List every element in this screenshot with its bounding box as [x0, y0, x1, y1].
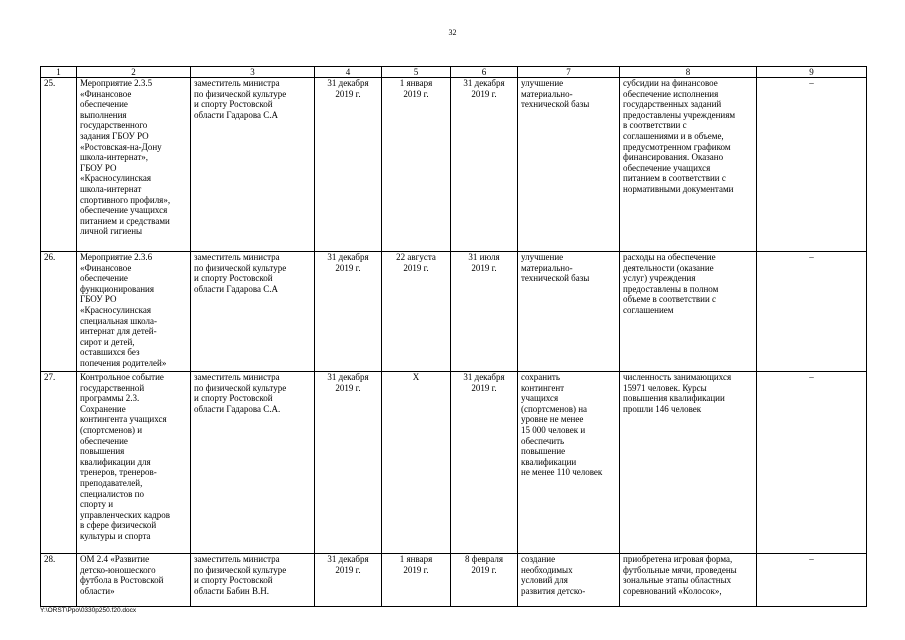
- row-number: 27.: [41, 372, 77, 554]
- actual-end-date: 31 июля 2019 г.: [451, 252, 518, 372]
- actual-end-date: 8 февраля 2019 г.: [451, 554, 518, 607]
- document-file-path: Y:\ORST\Ppo\0330p250.f20.docx: [40, 607, 137, 614]
- column-number: 6: [451, 67, 518, 78]
- column-numbers-row: [41, 67, 867, 78]
- event-name: Мероприятие 2.3.6 «Финансовое обеспечение функционирования ГБОУ РО «Красносулинская специальная школа- интернат для детей- сирот и детей, оставшихся без попечения родителей»: [77, 252, 191, 372]
- event-name: Мероприятие 2.3.5 «Финансовое обеспечение выполнения государственного задания ГБОУ РО «Ростовская-на-Дону школа-интернат», ГБОУ РО «Красносулинская школа-интернат спортивного профиля», обеспечение учащихся питанием и средствами личной гигиены: [77, 78, 191, 252]
- responsible-person: заместитель министра по физической культуре и спорту Ростовской области Бабин В.Н.: [191, 554, 315, 607]
- planned-result: улучшение материально- технической базы: [518, 252, 620, 372]
- column-number: 3: [191, 67, 315, 78]
- actual-end-date: 31 декабря 2019 г.: [451, 78, 518, 252]
- actual-start-date: Х: [382, 372, 451, 554]
- deviation-reasons: –: [757, 78, 867, 252]
- actual-result: субсидии на финансовое обеспечение исполнения государственных заданий предоставлены учреждениям в соответствии с соглашениями и в объеме, предусмотренном графиком финансирования. Оказано обеспечение учащихся питанием в соответствии с нормативными документами: [620, 78, 757, 252]
- column-number: 8: [620, 67, 757, 78]
- column-number: 9: [757, 67, 867, 78]
- planned-result: улучшение материально- технической базы: [518, 78, 620, 252]
- page-number: 32: [448, 28, 457, 37]
- deviation-reasons: –: [757, 252, 867, 372]
- column-number: 5: [382, 67, 451, 78]
- actual-end-date: 31 декабря 2019 г.: [451, 372, 518, 554]
- planned-result: сохранить контингент учащихся (спортсменов) на уровне не менее 15 000 человек и обеспечить повышение квалификации не менее 110 человек: [518, 372, 620, 554]
- planned-end-date: 31 декабря 2019 г.: [315, 372, 382, 554]
- deviation-reasons: –: [757, 554, 867, 607]
- actual-result: расходы на обеспечение деятельности (оказание услуг) учреждения предоставлены в полном объеме в соответствии с соглашением: [620, 252, 757, 372]
- row-number: 28.: [41, 554, 77, 607]
- actual-start-date: 1 января 2019 г.: [382, 554, 451, 607]
- event-name: ОМ 2.4 «Развитие детско-юношеского футбола в Ростовской области»: [77, 554, 191, 607]
- responsible-person: заместитель министра по физической культуре и спорту Ростовской области Гадарова С.А: [191, 78, 315, 252]
- responsible-person: заместитель министра по физической культуре и спорту Ростовской области Гадарова С.А: [191, 252, 315, 372]
- responsible-person: заместитель министра по физической культуре и спорту Ростовской области Гадарова С.А.: [191, 372, 315, 554]
- planned-end-date: 31 декабря 2019 г.: [315, 554, 382, 607]
- actual-start-date: 1 января 2019 г.: [382, 78, 451, 252]
- report-table: [40, 66, 867, 607]
- event-name: Контрольное событие государственной программы 2.3. Сохранение контингента учащихся (спортсменов) и обеспечение повышения квалификации для тренеров, тренеров- преподавателей, специалистов по спорту и управленческих кадров в сфере физической культуры и спорта: [77, 372, 191, 554]
- table-row: [41, 554, 867, 607]
- planned-end-date: 31 декабря 2019 г.: [315, 78, 382, 252]
- planned-end-date: 31 декабря 2019 г.: [315, 252, 382, 372]
- column-number: 2: [77, 67, 191, 78]
- table-row: [41, 252, 867, 372]
- table-row: [41, 78, 867, 252]
- row-number: 25.: [41, 78, 77, 252]
- column-number: 4: [315, 67, 382, 78]
- actual-result: численность занимающихся 15971 человек. Курсы повышения квалификации прошли 146 человек: [620, 372, 757, 554]
- table-row: [41, 372, 867, 554]
- deviation-reasons: –: [757, 372, 867, 554]
- column-number: 7: [518, 67, 620, 78]
- planned-result: создание необходимых условий для развития детско-: [518, 554, 620, 607]
- row-number: 26.: [41, 252, 77, 372]
- actual-start-date: 22 августа 2019 г.: [382, 252, 451, 372]
- column-number: 1: [41, 67, 77, 78]
- actual-result: приобретена игровая форма, футбольные мячи, проведены зональные этапы областных соревнований «Колосок»,: [620, 554, 757, 607]
